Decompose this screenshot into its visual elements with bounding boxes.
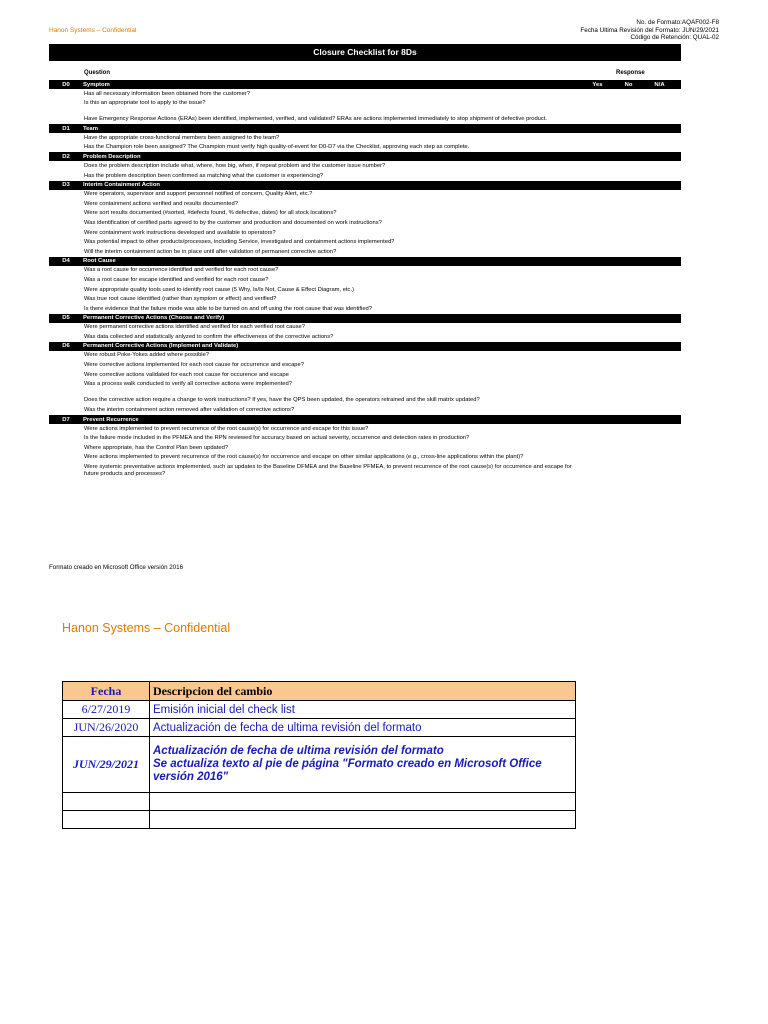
checklist-question: Was the interim containment action removed after validation of corrective actions?	[84, 406, 295, 413]
change-date: JUN/26/2020	[63, 719, 150, 737]
checklist-question: Were corrective actions validated for each root cause for occurence and escape	[84, 371, 289, 378]
section-header-d7	[49, 415, 681, 424]
empty-cell	[150, 793, 576, 811]
checklist-question: Were permanent corrective actions identified and verified for each verified root cause?	[84, 324, 305, 331]
response-column-header: Response	[616, 70, 645, 76]
change-description-line: Se actualiza texto al pie de página "Formato creado en Microsoft Office versión 2016"	[153, 758, 542, 783]
checklist-question: Will the interim containment action be in place until after validation of permanent corrective action?	[84, 248, 337, 255]
checklist-question: Where appropriate, has the Control Plan been updated?	[84, 444, 229, 451]
empty-cell	[63, 793, 150, 811]
change-description: Emisión inicial del check list	[150, 701, 576, 719]
section-title: Permanent Corrective Actions (Choose and Verify)	[83, 315, 225, 322]
section-title: Root Cause	[83, 258, 116, 265]
description-column-header: Descripcion del cambio	[150, 682, 576, 701]
checklist-question: Has all necessary information been obtained from the customer?	[84, 90, 250, 97]
change-description-line: Actualización de fecha de ultima revisión del formato	[153, 745, 444, 757]
section-header-d1	[49, 124, 681, 133]
checklist-question: Were sort results documented (#sorted, #defects found, % defective, dates) for all stock locations?	[84, 210, 337, 217]
footer-note: Formato creado en Microsoft Office versión 2016	[49, 564, 184, 571]
response-option-label: Yes	[592, 81, 603, 88]
checklist-question: Were containment work instructions developed and available to operators?	[84, 229, 276, 236]
checklist-question: Were containment actions verified and results documented?	[84, 200, 238, 207]
checklist-question: Was potential impact to other products/processes, including Service, investigated and containment actions implemented?	[84, 239, 395, 246]
checklist-question: Was a process walk conducted to verify all corrective actions were implemented?	[84, 381, 292, 388]
checklist-body	[49, 80, 681, 479]
section-title: Permanent Corrective Actions (Implement and Validate)	[83, 343, 239, 350]
checklist-question: Does the problem description include what, where, how big, when, if repeat problem and the customer issue number?	[84, 162, 386, 169]
section-title: Prevent Recurrence	[83, 416, 139, 423]
date-column-header: Fecha	[63, 682, 150, 701]
format-number: No. de Formato:AQAF002-F8	[636, 19, 719, 26]
retention-code: Código de Retención: QUAL-02	[630, 34, 719, 42]
section-code: D6	[62, 343, 70, 350]
empty-cell	[63, 811, 150, 829]
checklist-question: Was a root cause for escape identified and verified for each root cause?	[84, 276, 269, 283]
checklist-question: Is this an appropriate tool to apply to the issue?	[84, 100, 206, 107]
empty-cell	[150, 811, 576, 829]
checklist-question: Were actions implemented to prevent recurrence of the root cause(s) for occurrence and escape for this issue?	[84, 425, 369, 432]
change-log-table	[62, 681, 576, 829]
section-title: Interim Containment Action	[83, 182, 161, 189]
question-column-header: Question	[84, 70, 111, 76]
checklist-question: Has the Champion role been assigned? The Champion must verify high quality-of-event for D0-D7 via the Checklist, approving each step as complete.	[84, 144, 470, 151]
checklist-question: Were operators, supervisor and support personnel notified of concern, Quality Alert, etc.?	[84, 191, 313, 198]
checklist-question: Were robust Poke-Yokes added where possible?	[84, 352, 210, 359]
section-header-d2	[49, 152, 681, 161]
section-code: D0	[62, 81, 70, 88]
change-log-row	[63, 737, 576, 793]
checklist-question: Were appropriate quality tools used to identify root cause (5 Why, Is/Is Not, Cause & Effect Diagram, etc.)	[84, 286, 354, 293]
section-code: D7	[62, 416, 70, 423]
response-options	[582, 82, 675, 88]
change-description	[150, 737, 576, 793]
section-header-d0	[49, 80, 681, 89]
format-info	[580, 19, 719, 42]
checklist-question: Have Emergency Response Actions (ERAs) been identified, implemented, verified, and validated? ERAs are actions implemented immediately to stop shipment of defective product.	[84, 116, 548, 123]
checklist-question: Has the problem description been confirmed as matching what the customer is experiencing?	[84, 172, 324, 179]
section-title: Problem Description	[83, 153, 141, 160]
section-code: D2	[62, 153, 70, 160]
section-code: D1	[62, 125, 70, 132]
change-log-row	[63, 701, 576, 719]
revision-date: Fecha Ultima Revisión del Formato: JUN/29/2021	[580, 26, 719, 34]
change-date: 6/27/2019	[63, 701, 150, 719]
change-log-row	[63, 719, 576, 737]
response-option-label: N/A	[654, 81, 665, 88]
checklist-question: Was true root cause identified (rather than symptom or effect) and verified?	[84, 296, 277, 303]
checklist-question: Does the corrective action require a change to work instructions? If yes, have the QPS been updated, the operators retrained and the skill matrix updated?	[84, 397, 480, 404]
change-log-empty-row	[63, 811, 576, 829]
section-title: Symptom	[83, 81, 110, 88]
section-header-d6	[49, 342, 681, 351]
checklist-question: Were corrective actions implemented for each root cause for occurrence and escape?	[84, 362, 304, 369]
checklist-question: Was data collected and statistically anlyzed to confirm the effectiveness of the corrective actions?	[84, 333, 334, 340]
checklist-question: Was a root cause for occurrence identified and verified for each root cause?	[84, 267, 279, 274]
response-option-label: No	[624, 81, 633, 88]
checklist-title: Closure Checklist for 8Ds	[49, 44, 681, 61]
change-log-empty-row	[63, 793, 576, 811]
section-header-d4	[49, 257, 681, 266]
confidential-label-top: Hanon Systems – Confidential	[49, 27, 137, 34]
confidential-label-changelog: Hanon Systems – Confidential	[62, 621, 231, 635]
checklist-question: Were actions implemented to prevent recurrence of the root cause(s) for occurrence and escape on other similar applications (e.g., cross-line applications within the plant)?	[84, 454, 524, 461]
section-header-d3	[49, 181, 681, 190]
change-description: Actualización de fecha de ultima revisión del formato	[150, 719, 576, 737]
checklist-question: Is the failure mode included in the PFMEA and the RPN reviewed for accuracy based on actual severity, occurrence and detection rates in production?	[84, 435, 470, 442]
section-title: Team	[83, 125, 98, 132]
checklist-question: Were systemic preventative actions implemented, such as updates to the Baseline DFMEA and the Baseline PFMEA, to prevent recurrence of the root cause(s) for occurrence and escape for future products and processes?	[84, 463, 572, 477]
section-code: D3	[62, 182, 70, 189]
change-date: JUN/29/2021	[63, 737, 150, 793]
section-code: D4	[62, 258, 70, 265]
checklist-question: Is there evidence that the failure mode was able to be turned on and off using the root cause that was identified?	[84, 305, 372, 312]
change-log-header-row	[63, 682, 576, 701]
checklist-question: Have the appropriate cross-functional members been assigned to the team?	[84, 134, 280, 141]
section-header-d5	[49, 314, 681, 323]
section-code: D5	[62, 315, 70, 322]
checklist-question: Was identification of certified parts agreed to by the customer and production and documented on work instructions?	[84, 219, 382, 226]
